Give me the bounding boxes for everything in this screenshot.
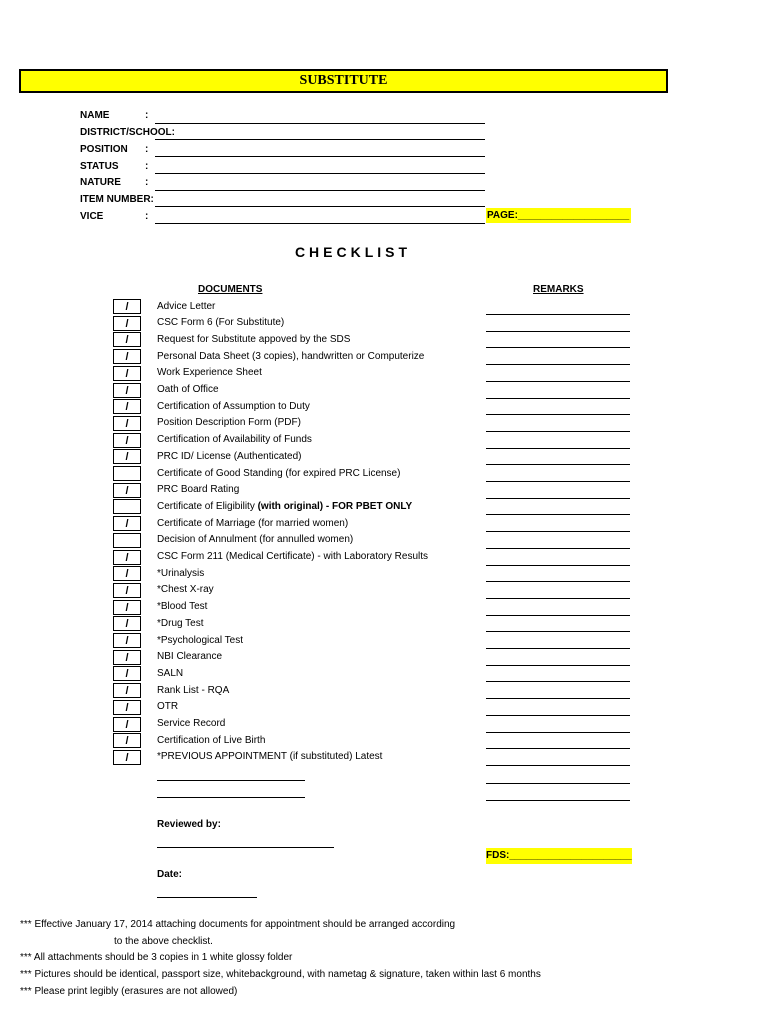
checkbox[interactable]: / xyxy=(113,449,141,464)
nature-colon: : xyxy=(145,177,149,188)
document-item-text: Oath of Office xyxy=(157,384,219,395)
remark-line[interactable] xyxy=(486,413,630,415)
checkbox[interactable] xyxy=(113,533,141,548)
document-item-text: Service Record xyxy=(157,718,226,729)
document-item xyxy=(157,567,204,581)
document-item-text: Certification of Live Birth xyxy=(157,734,266,746)
document-item xyxy=(157,517,348,531)
reviewed-by-signature-line[interactable] xyxy=(157,846,334,848)
document-item-text: CSC Form 6 (For Substitute) xyxy=(157,317,285,329)
document-item xyxy=(157,467,400,481)
checkbox[interactable]: / xyxy=(113,600,141,615)
document-item-text: PRC Board Rating xyxy=(157,484,240,496)
document-item-text: Personal Data Sheet (3 copies), handwritten or Computerize xyxy=(157,350,425,362)
checkbox[interactable]: / xyxy=(113,416,141,431)
document-item-text: *PREVIOUS APPOINTMENT (if substituted) Latest xyxy=(157,751,383,763)
reviewed-by-label: Reviewed by: xyxy=(157,819,221,830)
remark-line[interactable] xyxy=(486,346,630,348)
note-pictures: *** Pictures should be identical, passport size, whitebackground, with nametag & signature, taken within last 6 months xyxy=(20,969,541,980)
checkbox[interactable]: / xyxy=(113,566,141,581)
district-school-field[interactable] xyxy=(155,127,485,140)
remark-line[interactable] xyxy=(486,380,630,382)
remark-line[interactable] xyxy=(486,497,630,499)
document-item-text: *Psychological Test xyxy=(157,634,243,646)
form-title xyxy=(19,69,668,93)
checkbox[interactable]: / xyxy=(113,683,141,698)
remark-line[interactable] xyxy=(486,397,630,399)
remark-line[interactable] xyxy=(486,597,630,599)
document-item xyxy=(157,366,262,380)
position-label: POSITION xyxy=(80,144,128,155)
document-item-text: Certification of Assumption to Duty xyxy=(157,400,310,412)
documents-column-header: DOCUMENTS xyxy=(198,284,263,295)
remark-line[interactable] xyxy=(486,747,630,749)
document-item-text: Request for Substitute appoved by the SDS xyxy=(157,333,351,345)
checkbox[interactable]: / xyxy=(113,483,141,498)
document-item-text: Rank List - RQA xyxy=(157,684,230,696)
document-item xyxy=(157,617,204,631)
checkbox[interactable]: / xyxy=(113,349,141,364)
document-item xyxy=(157,333,350,347)
blank-document-line-2[interactable] xyxy=(157,796,305,798)
remark-line[interactable] xyxy=(486,731,630,733)
checkbox[interactable]: / xyxy=(113,750,141,765)
form-title-text: SUBSTITUTE xyxy=(299,73,388,88)
checkbox[interactable]: / xyxy=(113,366,141,381)
document-item xyxy=(157,383,219,397)
document-item xyxy=(157,533,353,547)
document-item-text: Certificate of Marriage (for married women) xyxy=(157,517,349,529)
checkbox[interactable]: / xyxy=(113,550,141,565)
document-item xyxy=(157,550,428,564)
document-item xyxy=(157,684,229,698)
remark-line[interactable] xyxy=(486,647,630,649)
checkbox[interactable]: / xyxy=(113,700,141,715)
name-field[interactable] xyxy=(155,111,485,124)
document-item xyxy=(157,316,284,330)
remark-line[interactable] xyxy=(486,664,630,666)
checkbox[interactable]: / xyxy=(113,383,141,398)
document-item xyxy=(157,734,265,748)
remark-line[interactable] xyxy=(486,614,630,616)
nature-label: NATURE xyxy=(80,177,121,188)
remark-line[interactable] xyxy=(486,530,630,532)
document-item xyxy=(157,583,214,597)
item-number-field[interactable] xyxy=(155,194,485,207)
document-item xyxy=(157,350,424,364)
checkbox[interactable] xyxy=(113,466,141,481)
checkbox[interactable]: / xyxy=(113,332,141,347)
vice-colon: : xyxy=(145,211,149,222)
document-item-text: SALN xyxy=(157,667,184,679)
document-item xyxy=(157,700,178,714)
blank-remark-line-2[interactable] xyxy=(486,799,630,801)
remark-line[interactable] xyxy=(486,363,630,365)
document-item xyxy=(157,634,243,648)
document-item-text: Position Description Form (PDF) xyxy=(157,417,301,429)
remark-line[interactable] xyxy=(486,480,630,482)
remark-line[interactable] xyxy=(486,430,630,432)
date-line[interactable] xyxy=(157,896,257,898)
remark-line[interactable] xyxy=(486,463,630,465)
document-item xyxy=(157,416,301,430)
status-colon: : xyxy=(145,161,149,172)
document-item xyxy=(157,750,382,764)
remark-line[interactable] xyxy=(486,547,630,549)
note-attachments: *** All attachments should be 3 copies in 1 white glossy folder xyxy=(20,952,293,963)
blank-remark-line-1[interactable] xyxy=(486,782,630,784)
checklist-title: CHECKLIST xyxy=(294,244,412,260)
position-colon: : xyxy=(145,144,149,155)
note-print-legibly: *** Please print legibly (erasures are not allowed) xyxy=(20,986,238,997)
remark-line[interactable] xyxy=(486,313,630,315)
document-item xyxy=(157,433,312,447)
document-item-text: Work Experience Sheet xyxy=(157,367,262,379)
document-item xyxy=(157,500,412,514)
remark-line[interactable] xyxy=(486,630,630,632)
document-item xyxy=(157,717,225,731)
document-item-text: Certification of Availability of Funds xyxy=(157,434,312,446)
checkbox[interactable]: / xyxy=(113,433,141,448)
remark-line[interactable] xyxy=(486,697,630,699)
document-item-text: CSC Form 211 (Medical Certificate) - with Laboratory Results xyxy=(157,551,429,562)
document-item-emphasis: (with original) - FOR PBET ONLY xyxy=(257,500,413,512)
checkbox[interactable]: / xyxy=(113,299,141,314)
document-item-text: *Blood Test xyxy=(157,601,208,613)
name-colon: : xyxy=(145,110,149,121)
document-item xyxy=(157,450,302,464)
document-item-text: Certificate of Eligibility xyxy=(157,500,258,512)
document-item xyxy=(157,600,207,614)
document-item xyxy=(157,300,215,314)
fds-field[interactable]: FDS:______________________ xyxy=(486,848,632,864)
checkbox[interactable]: / xyxy=(113,666,141,681)
note-effective-date: *** Effective January 17, 2014 attaching documents for appointment should be arranged according xyxy=(20,919,456,930)
checkbox[interactable]: / xyxy=(113,616,141,631)
document-item-text: OTR xyxy=(157,701,179,713)
remark-line[interactable] xyxy=(486,513,630,515)
document-item xyxy=(157,400,310,414)
blank-document-line-1[interactable] xyxy=(157,779,305,781)
document-item xyxy=(157,667,183,681)
status-field[interactable] xyxy=(155,161,485,174)
checkbox[interactable]: / xyxy=(113,733,141,748)
document-item-text: *Urinalysis xyxy=(157,567,205,579)
document-item-text: Decision of Annulment (for annulled women) xyxy=(157,534,354,546)
checkbox[interactable]: / xyxy=(113,650,141,665)
remark-line[interactable] xyxy=(486,564,630,566)
item-number-label: ITEM NUMBER: xyxy=(80,194,154,205)
checkbox[interactable]: / xyxy=(113,633,141,648)
checkbox[interactable]: / xyxy=(113,583,141,598)
checkbox[interactable]: / xyxy=(113,717,141,732)
checkbox[interactable] xyxy=(113,499,141,514)
document-item xyxy=(157,483,239,497)
remark-line[interactable] xyxy=(486,580,630,582)
district-school-label: DISTRICT/SCHOOL: xyxy=(80,127,175,138)
document-item-text: *Chest X-ray xyxy=(157,584,214,596)
remark-line[interactable] xyxy=(486,764,630,766)
position-field[interactable] xyxy=(155,144,485,157)
vice-field[interactable] xyxy=(155,211,485,224)
name-label: NAME xyxy=(80,110,110,121)
document-item xyxy=(157,650,222,664)
checkbox[interactable]: / xyxy=(113,516,141,531)
remark-line[interactable] xyxy=(486,680,630,682)
vice-label: VICE xyxy=(80,211,104,222)
note-effective-date-continued: to the above checklist. xyxy=(114,936,213,947)
nature-field[interactable] xyxy=(155,178,485,191)
remark-line[interactable] xyxy=(486,447,630,449)
document-item-text: Certificate of Good Standing (for expired PRC License) xyxy=(157,467,401,479)
document-item-text: PRC ID/ License (Authenticated) xyxy=(157,450,302,462)
remark-line[interactable] xyxy=(486,330,630,332)
remark-line[interactable] xyxy=(486,714,630,716)
date-label: Date: xyxy=(157,869,183,880)
document-item-text: Advice Letter xyxy=(157,300,216,312)
document-item-text: NBI Clearance xyxy=(157,651,223,663)
remarks-column-header: REMARKS xyxy=(533,284,584,295)
page-number-field[interactable]: PAGE:____________________ xyxy=(487,210,630,221)
checkbox[interactable]: / xyxy=(113,399,141,414)
checkbox[interactable]: / xyxy=(113,316,141,331)
status-label: STATUS xyxy=(80,161,119,172)
document-item-text: *Drug Test xyxy=(157,617,204,629)
